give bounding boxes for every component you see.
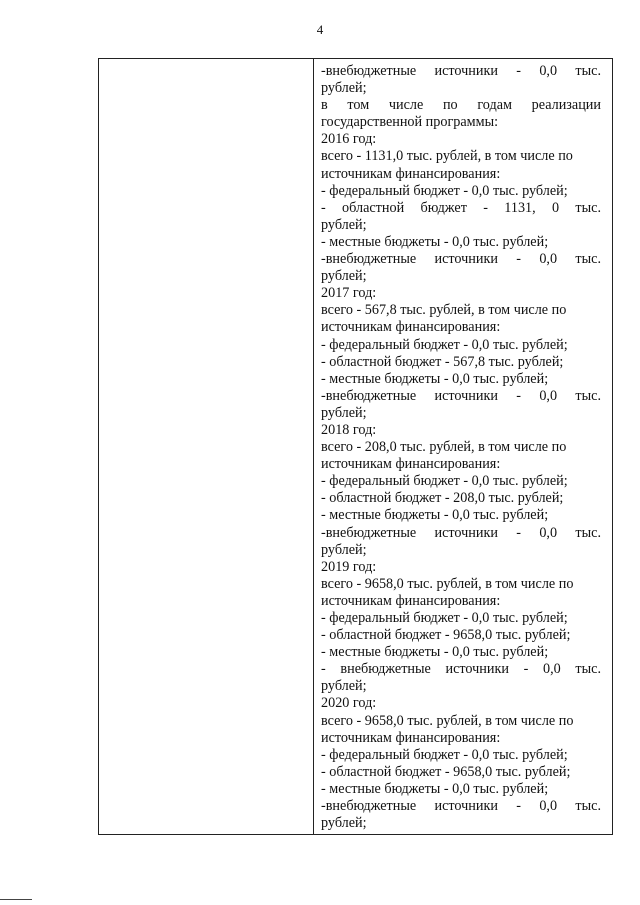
page-number: 4 (316, 22, 324, 37)
text-line: 2017 год: (321, 285, 377, 302)
text-line: - внебюджетные источники - 0,0 тыс. (321, 661, 601, 678)
text-line: всего - 567,8 тыс. рублей, в том числе по (321, 302, 567, 319)
text-line: - федеральный бюджет - 0,0 тыс. рублей; (321, 746, 568, 763)
text-line: - областной бюджет - 9658,0 тыс. рублей; (321, 627, 571, 644)
text-line: рублей; (321, 541, 367, 558)
text-line: источникам финансирования: (321, 165, 501, 182)
text-line: рублей; (321, 80, 367, 97)
text-line: - местные бюджеты - 0,0 тыс. рублей; (321, 507, 549, 524)
text-line: -внебюджетные источники - 0,0 тыс. (321, 798, 601, 815)
text-line: - областной бюджет - 1131, 0 тыс. (321, 199, 601, 216)
text-line: - местные бюджеты - 0,0 тыс. рублей; (321, 233, 549, 250)
text-line: источникам финансирования: (321, 729, 501, 746)
text-line: - областной бюджет - 567,8 тыс. рублей; (321, 353, 564, 370)
text-line: -внебюджетные источники - 0,0 тыс. (321, 387, 601, 404)
text-line: источникам финансирования: (321, 319, 501, 336)
text-line: рублей; (321, 678, 367, 695)
text-line: -внебюджетные источники - 0,0 тыс. (321, 251, 601, 268)
text-line: 2020 год: (321, 695, 377, 712)
text-line: в том числе по годам реализации (321, 97, 601, 114)
text-line: 2019 год: (321, 558, 377, 575)
text-line: источникам финансирования: (321, 456, 501, 473)
text-line: государственной программы: (321, 114, 499, 131)
table-cell-funding (314, 59, 613, 835)
text-line: - федеральный бюджет - 0,0 тыс. рублей; (321, 182, 568, 199)
text-line: всего - 208,0 тыс. рублей, в том числе по (321, 439, 567, 456)
text-line: -внебюджетные источники - 0,0 тыс. (321, 63, 601, 79)
text-line: - областной бюджет - 9658,0 тыс. рублей; (321, 763, 571, 780)
text-line: всего - 9658,0 тыс. рублей, в том числе по (321, 575, 574, 592)
text-line: всего - 1131,0 тыс. рублей, в том числе по (321, 148, 573, 165)
text-line: рублей; (321, 404, 367, 421)
text-line: - областной бюджет - 208,0 тыс. рублей; (321, 490, 564, 507)
text-line: -внебюджетные источники - 0,0 тыс. (321, 524, 601, 541)
text-line: - федеральный бюджет - 0,0 тыс. рублей; (321, 336, 568, 353)
text-line: - федеральный бюджет - 0,0 тыс. рублей; (321, 610, 568, 626)
text-line: - местные бюджеты - 0,0 тыс. рублей; (321, 780, 549, 797)
text-line: источникам финансирования: (321, 592, 501, 609)
footer-rule (0, 899, 32, 900)
text-line: 2016 год: (321, 131, 377, 148)
text-line: рублей; (321, 216, 367, 233)
text-line: 2018 год: (321, 421, 377, 438)
funding-table (98, 58, 613, 835)
text-line: - местные бюджеты - 0,0 тыс. рублей; (321, 370, 549, 387)
text-line: - местные бюджеты - 0,0 тыс. рублей; (321, 644, 549, 661)
table-row (99, 59, 613, 835)
text-line: - федеральный бюджет - 0,0 тыс. рублей; (321, 473, 568, 490)
table-cell-label (99, 59, 314, 835)
funding-text (314, 59, 612, 832)
text-line: рублей; (321, 268, 367, 285)
text-line: рублей; (321, 815, 367, 832)
text-line: всего - 9658,0 тыс. рублей, в том числе по (321, 712, 574, 729)
